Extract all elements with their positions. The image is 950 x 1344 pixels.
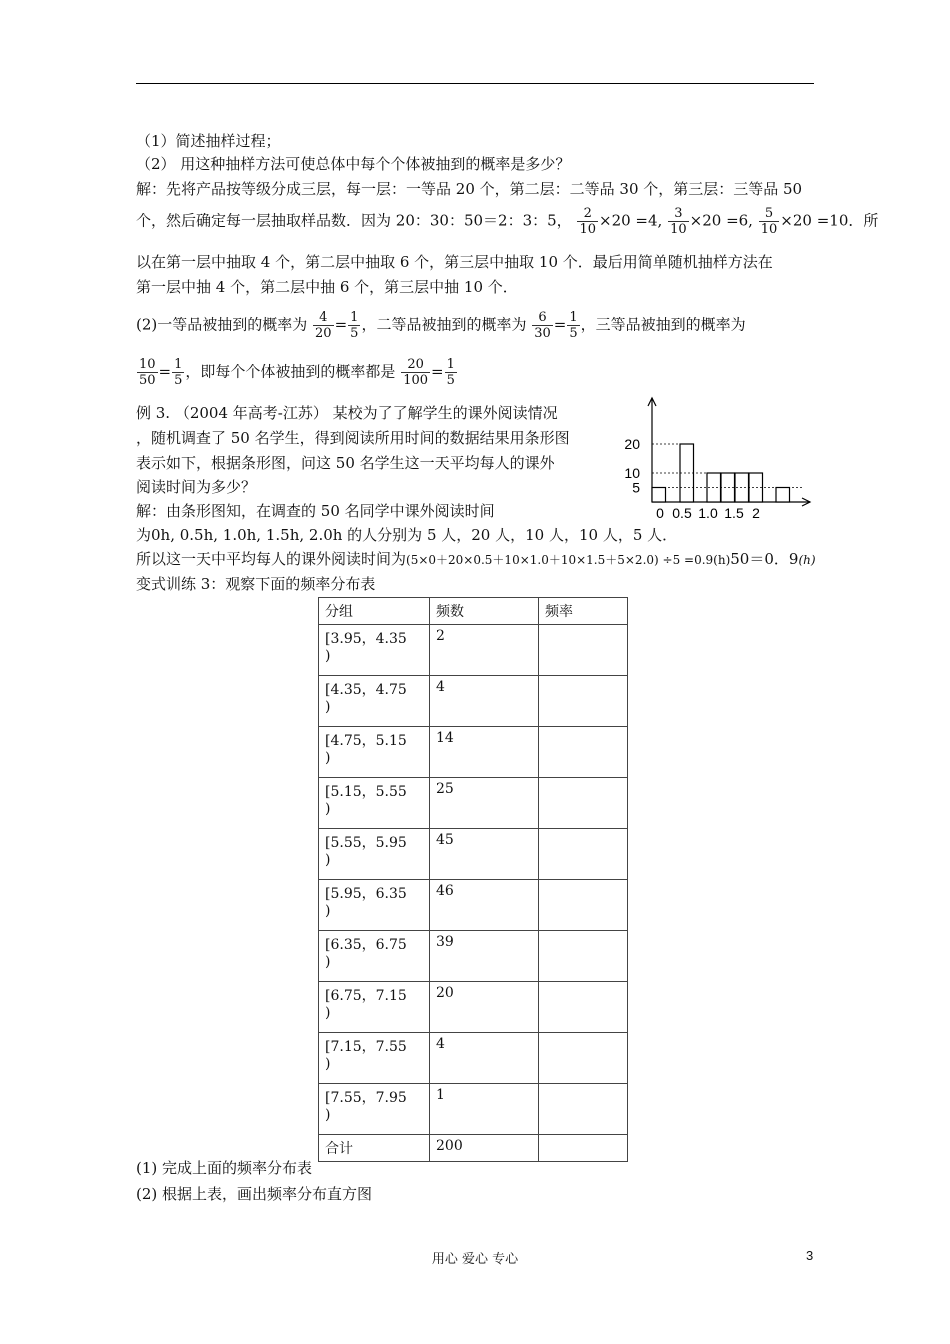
table-row: [319, 1033, 628, 1084]
total-count-cell: 200: [430, 1135, 539, 1162]
example-3-line-6: 为0h, 0.5h, 1.0h, 1.5h, 2.0h 的人分别为 5 人，20 人，10 人，10 人，5 人．: [136, 526, 678, 544]
footer-text: 用心 爱心 专心: [431, 1252, 519, 1267]
fraction-4-20: $\frac{4}{20}$: [315, 310, 332, 341]
header-count: 频数: [430, 598, 539, 625]
group-range-close: ): [325, 954, 331, 970]
fraction-1-5-c: $\frac{1}{5}$: [174, 357, 183, 388]
count-cell: 25: [430, 778, 539, 829]
group-range: [3.95，4.35: [325, 631, 407, 647]
example-3-answer: [136, 549, 816, 570]
question-2: （2） 用这种抽样方法可使总体中每个个体被抽到的概率是多少？: [136, 155, 571, 173]
probability-line-1: [136, 310, 746, 341]
count-cell: 1: [430, 1084, 539, 1135]
group-range-close: ): [325, 903, 331, 919]
answer-unit: (h): [798, 553, 816, 567]
product-c: ×20 =10．所: [780, 211, 879, 230]
group-range: [7.15，7.55: [325, 1039, 407, 1055]
table-row: [319, 880, 628, 931]
group-range-close: ): [325, 699, 331, 715]
group-cell: [319, 829, 430, 880]
fraction-2-10: $\frac{2}{10}$: [579, 206, 596, 237]
count-cell: 20: [430, 982, 539, 1033]
frequency-cell[interactable]: [539, 676, 628, 727]
solution-line-3: 以在第一层中抽取 4 个，第二层中抽取 6 个，第三层中抽取 10 个．最后用简单随机抽样方法在: [136, 253, 773, 271]
y-tick-label: 5: [632, 479, 640, 496]
frequency-cell[interactable]: [539, 625, 628, 676]
count-cell: 4: [430, 1033, 539, 1084]
bar-2.0: [776, 488, 790, 503]
frequency-cell[interactable]: [539, 727, 628, 778]
group-range-close: ): [325, 648, 331, 664]
table-row: [319, 931, 628, 982]
group-cell: [319, 931, 430, 982]
variant-training-3: 变式训练 3：观察下面的频率分布表: [136, 575, 376, 593]
group-range: [4.35，4.75: [325, 682, 407, 698]
count-cell: 14: [430, 727, 539, 778]
x-tick-label: 2: [752, 505, 760, 520]
fraction-1-5-d: $\frac{1}{5}$: [446, 357, 455, 388]
frequency-cell[interactable]: [539, 880, 628, 931]
solution-line-1: 解：先将产品按等级分成三层，每一层：一等品 20 个，第二层：二等品 30 个，第三层：三等品 50: [136, 180, 803, 198]
y-tick-label: 10: [624, 465, 640, 481]
frequency-cell[interactable]: [539, 1033, 628, 1084]
fraction-10-50: $\frac{10}{50}$: [139, 357, 156, 388]
group-range: [5.95，6.35: [325, 886, 407, 902]
equals-sign: =: [158, 362, 172, 381]
group-range-close: ): [325, 801, 331, 817]
group-cell: [319, 625, 430, 676]
bar-0.5: [680, 444, 694, 502]
equals-sign: =: [553, 315, 567, 334]
fraction-20-100: $\frac{20}{100}$: [403, 357, 429, 388]
table-row: [319, 982, 628, 1033]
table-row: [319, 727, 628, 778]
group-cell: [319, 982, 430, 1033]
frequency-cell[interactable]: [539, 931, 628, 982]
table-row: [319, 676, 628, 727]
header-frequency: 频率: [539, 598, 628, 625]
group-range-close: ): [325, 852, 331, 868]
header-group: 分组: [319, 598, 430, 625]
group-cell: [319, 727, 430, 778]
frequency-cell[interactable]: [539, 1084, 628, 1135]
example-3-line-4: 阅读时间为多少？: [136, 478, 257, 496]
table-row: [319, 1084, 628, 1135]
reading-time-bar-chart: [610, 390, 815, 520]
group-range-close: ): [325, 1107, 331, 1123]
task-2: (2) 根据上表，画出频率分布直方图: [136, 1185, 373, 1203]
header-rule: [136, 83, 814, 84]
count-cell: 2: [430, 625, 539, 676]
prob-text-d: ，即每个个体被抽到的概率都是: [185, 362, 396, 381]
x-tick-label: 1.5: [724, 505, 744, 520]
table-row: [319, 778, 628, 829]
table-total-row: [319, 1135, 628, 1162]
solution-line-2: [136, 206, 878, 237]
solution-line-4: 第一层中抽 4 个，第二层中抽 6 个，第三层中抽 10 个．: [136, 278, 518, 296]
count-cell: 45: [430, 829, 539, 880]
group-range-close: ): [325, 1056, 331, 1072]
prob-text-b: ，二等品被抽到的概率为: [361, 315, 527, 334]
solution-line-2-text: 个，然后确定每一层抽取样品数．因为 20：30：50＝2：3：5，: [136, 211, 572, 230]
answer-formula: (5×0＋20×0.5＋10×1.0＋10×1.5＋5×2.0) ÷5 =0.9(h): [406, 553, 731, 567]
count-cell: 39: [430, 931, 539, 982]
y-tick-label: 20: [624, 436, 640, 452]
table-row: [319, 625, 628, 676]
bar-0: [652, 488, 666, 503]
table-header-row: [319, 598, 628, 625]
total-frequency-cell[interactable]: [539, 1135, 628, 1162]
frequency-cell[interactable]: [539, 982, 628, 1033]
group-range: [7.55，7.95: [325, 1090, 407, 1106]
example-3-line-1: 例 3. （2004 年高考-江苏） 某校为了了解学生的课外阅读情况: [136, 404, 558, 422]
equals-sign: =: [431, 362, 444, 381]
answer-value: 50＝0．9: [730, 550, 799, 568]
fraction-1-5-b: $\frac{1}{5}$: [569, 310, 578, 341]
answer-text: 所以这一天中平均每人的课外阅读时间为: [136, 550, 407, 568]
equals-sign: =: [334, 315, 348, 334]
fraction-1-5-a: $\frac{1}{5}$: [350, 310, 359, 341]
table-row: [319, 829, 628, 880]
group-range-close: ): [325, 750, 331, 766]
frequency-table: [318, 597, 628, 1162]
page-number: 3: [806, 1248, 814, 1263]
frequency-cell[interactable]: [539, 829, 628, 880]
group-cell: [319, 1084, 430, 1135]
count-cell: 4: [430, 676, 539, 727]
example-3-line-5: 解：由条形图知，在调查的 50 名同学中课外阅读时间: [136, 502, 495, 520]
group-range: [5.15，5.55: [325, 784, 407, 800]
group-range-close: ): [325, 1005, 331, 1021]
example-3-line-3: 表示如下，根据条形图，问这 50 名学生这一天平均每人的课外: [136, 454, 555, 472]
total-label-cell: 合计: [319, 1135, 430, 1162]
group-range: [4.75，5.15: [325, 733, 407, 749]
fraction-3-10: $\frac{3}{10}$: [670, 206, 687, 237]
example-3-line-2: ，随机调查了 50 名学生，得到阅读所用时间的数据结果用条形图: [136, 429, 570, 447]
group-cell: [319, 778, 430, 829]
prob-text-c: ，三等品被抽到的概率为: [580, 315, 746, 334]
product-a: ×20 =4,: [599, 211, 663, 230]
group-range: [6.35，6.75: [325, 937, 407, 953]
x-tick-label: 1.0: [698, 505, 718, 520]
group-range: [6.75，7.15: [325, 988, 407, 1004]
task-1: (1) 完成上面的频率分布表: [136, 1159, 313, 1177]
product-b: ×20 =6,: [689, 211, 753, 230]
group-cell: [319, 1033, 430, 1084]
group-range: [5.55，5.95: [325, 835, 407, 851]
probability-line-2: [136, 357, 458, 388]
group-cell: [319, 676, 430, 727]
fraction-6-30: $\frac{6}{30}$: [534, 310, 551, 341]
prob-text-a: (2)一等品被抽到的概率为: [136, 315, 308, 334]
frequency-cell[interactable]: [539, 778, 628, 829]
count-cell: 46: [430, 880, 539, 931]
x-tick-label: 0: [656, 505, 664, 520]
fraction-5-10: $\frac{5}{10}$: [760, 206, 778, 237]
group-cell: [319, 880, 430, 931]
question-1: （1）简述抽样过程；: [136, 132, 281, 150]
x-tick-label: 0.5: [672, 505, 692, 520]
